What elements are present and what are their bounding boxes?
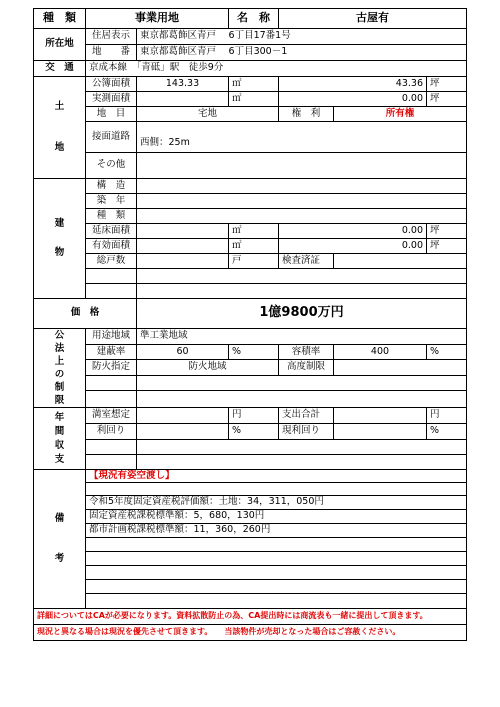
floor-area-sqm xyxy=(137,224,229,239)
public-area-label: 公簿面積 xyxy=(86,77,137,92)
floor-area-tsubo: 0.00 xyxy=(279,224,427,239)
zoning-label: 用途地域 xyxy=(86,329,137,345)
yield-label: 利回り xyxy=(86,424,137,440)
current-yield-label: 現利回り xyxy=(279,424,334,440)
category-value: 宅地 xyxy=(137,107,279,122)
coverage-percent: % xyxy=(229,344,279,360)
reg-blank-1-value xyxy=(137,375,467,391)
current-yield-value xyxy=(334,424,427,440)
remarks-blank-4 xyxy=(86,566,467,580)
fire-value: 防火地域 xyxy=(137,360,279,376)
building-blank-1 xyxy=(86,269,137,284)
far-value: 400 xyxy=(334,344,427,360)
building-blank-2 xyxy=(86,284,137,299)
footer-note-2: 現況と異なる場合は現況を優先させて頂きます。 当該物件が売却となった場合はご容赦ください。 xyxy=(34,625,467,641)
sqm-unit: ㎡ xyxy=(229,224,279,239)
rights-value: 所有権 xyxy=(334,107,467,122)
regulations-section xyxy=(34,329,86,408)
remarks-blank-5 xyxy=(86,580,467,594)
income-section xyxy=(34,408,86,470)
built-label: 築 年 xyxy=(86,194,137,209)
lot-value: 東京都葛飾区青戸 6丁目300－1 xyxy=(137,45,467,61)
property-sheet xyxy=(33,8,466,700)
address-value: 東京都葛飾区青戸 6丁目17番1号 xyxy=(137,29,467,45)
reg-blank-1 xyxy=(86,375,137,391)
income-blank-2 xyxy=(86,455,137,470)
current-yield-unit: % xyxy=(427,424,467,440)
full-occupancy-unit: 円 xyxy=(229,408,279,424)
road-value: 西側：25m xyxy=(137,135,467,153)
remarks-char-2: 考 xyxy=(54,553,65,564)
tsubo-unit: 坪 xyxy=(427,77,467,92)
remarks-char-1: 備 xyxy=(54,512,65,524)
sqm-unit: ㎡ xyxy=(229,92,279,107)
structure-label: 構 造 xyxy=(86,179,137,194)
expense-unit: 円 xyxy=(427,408,467,424)
location-section: 所在地 xyxy=(34,29,86,61)
remarks-section xyxy=(34,470,86,609)
address-label: 住居表示 xyxy=(86,29,137,45)
reg-char-6: 限 xyxy=(54,395,65,406)
reg-blank-2 xyxy=(86,391,137,408)
remarks-blank-6 xyxy=(86,594,467,609)
structure-value xyxy=(137,179,467,194)
name-value: 古屋有 xyxy=(279,9,467,29)
measured-area-tsubo: 0.00 xyxy=(279,92,427,107)
tsubo-unit: 坪 xyxy=(427,239,467,254)
public-area-sqm: 143.33 xyxy=(137,77,229,92)
category-label: 地 目 xyxy=(86,107,137,122)
building-blank-1-value xyxy=(137,269,467,284)
income-blank-1 xyxy=(86,440,137,455)
effective-area-label: 有効面積 xyxy=(86,239,137,254)
inspection-label: 検査済証 xyxy=(279,254,334,269)
remarks-blank-3 xyxy=(86,552,467,566)
traffic-label: 交 通 xyxy=(34,61,86,77)
sqm-unit: ㎡ xyxy=(229,239,279,254)
building-char-1: 建 xyxy=(54,218,65,230)
land-char-1: 土 xyxy=(54,101,65,113)
remarks-line-3: 固定資産税課税標準額：5，680，130円 xyxy=(86,510,467,524)
reg-char-3: 上 xyxy=(54,356,65,367)
yield-value xyxy=(137,424,229,440)
coverage-value: 60 xyxy=(137,344,229,360)
effective-area-sqm xyxy=(137,239,229,254)
reg-char-4: の xyxy=(54,369,65,380)
inspection-value xyxy=(334,254,467,269)
tsubo-unit: 坪 xyxy=(427,92,467,107)
reg-char-5: 制 xyxy=(54,382,65,393)
sqm-unit: ㎡ xyxy=(229,77,279,92)
income-char-1: 年 xyxy=(54,411,65,423)
full-occupancy-value xyxy=(137,408,229,424)
units-unit: 戸 xyxy=(229,254,279,269)
rights-label: 権 利 xyxy=(279,107,334,122)
reg-blank-2-value xyxy=(137,391,467,408)
type-value: 事業用地 xyxy=(86,9,229,29)
building-char-2: 物 xyxy=(54,246,65,258)
building-section xyxy=(34,179,86,299)
expense-label: 支出合計 xyxy=(279,408,334,424)
other-label: その他 xyxy=(86,153,137,179)
kind-value xyxy=(137,209,467,224)
zoning-value: 準工業地域 xyxy=(137,329,467,345)
floor-area-label: 延床面積 xyxy=(86,224,137,239)
far-label: 容積率 xyxy=(279,344,334,360)
yield-unit: % xyxy=(229,424,279,440)
reg-char-2: 法 xyxy=(54,343,65,354)
full-occupancy-label: 満室想定 xyxy=(86,408,137,424)
reg-char-1: 公 xyxy=(54,330,65,341)
fire-label: 防火指定 xyxy=(86,360,137,376)
income-blank-2-value xyxy=(137,455,467,470)
income-char-3: 収 xyxy=(54,439,65,451)
property-table xyxy=(33,8,467,641)
footer-note-1: 詳細についてはCAが必要になります。資料拡散防止の為、CA提出時には商流表も一緒に提出して頂きます。 xyxy=(34,609,467,625)
building-blank-2-value xyxy=(137,284,467,299)
price-value: 1億9800万円 xyxy=(137,299,467,329)
effective-area-tsubo: 0.00 xyxy=(279,239,427,254)
remarks-line-2: 令和5年度固定資産税評価額：土地：34，311，050円 xyxy=(86,496,467,510)
road-label: 接面道路 xyxy=(86,122,137,153)
income-blank-1-value xyxy=(137,440,467,455)
type-label: 種 類 xyxy=(34,9,86,29)
remarks-line-4: 都市計画税課税標準額：11，360，260円 xyxy=(86,524,467,538)
remarks-blank-1 xyxy=(86,483,467,496)
height-value xyxy=(334,360,467,376)
kind-label: 種 類 xyxy=(86,209,137,224)
price-label: 価 格 xyxy=(34,299,137,329)
road-blank xyxy=(137,122,467,135)
tsubo-unit: 坪 xyxy=(427,224,467,239)
traffic-value: 京成本線 「青砥」駅 徒歩9分 xyxy=(86,61,467,77)
height-label: 高度制限 xyxy=(279,360,334,376)
name-label: 名 称 xyxy=(229,9,279,29)
other-value xyxy=(137,153,467,179)
land-section xyxy=(34,77,86,179)
built-value xyxy=(137,194,467,209)
units-value xyxy=(137,254,229,269)
coverage-label: 建蔽率 xyxy=(86,344,137,360)
remarks-blank-2 xyxy=(86,538,467,552)
remarks-line-1: 【現況有姿空渡し】 xyxy=(86,470,467,483)
land-char-2: 地 xyxy=(54,141,65,153)
lot-label: 地 番 xyxy=(86,45,137,61)
far-percent: % xyxy=(427,344,467,360)
public-area-tsubo: 43.36 xyxy=(279,77,427,92)
units-label: 総戸数 xyxy=(86,254,137,269)
expense-value xyxy=(334,408,427,424)
measured-area-sqm xyxy=(137,92,229,107)
measured-area-label: 実測面積 xyxy=(86,92,137,107)
income-char-2: 間 xyxy=(54,425,65,437)
income-char-4: 支 xyxy=(54,453,65,465)
